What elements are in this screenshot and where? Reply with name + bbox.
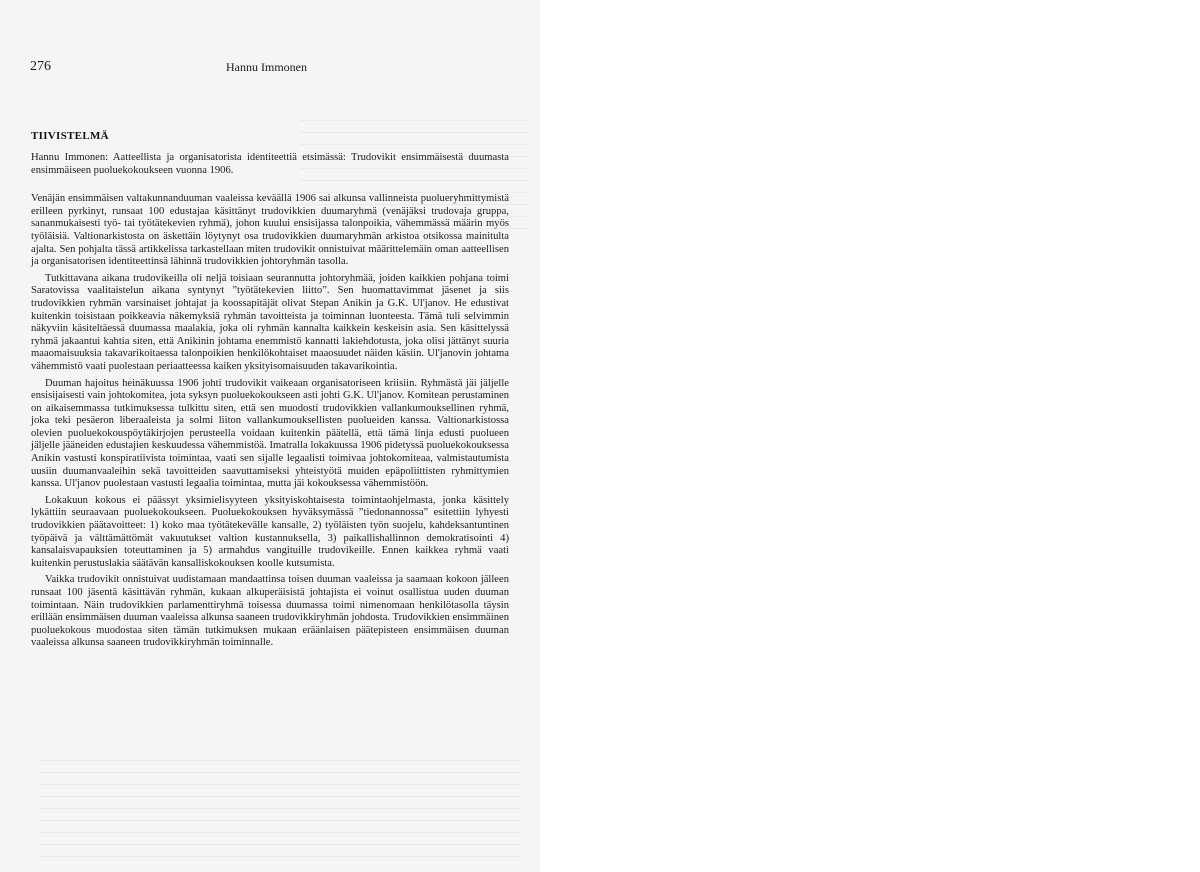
abstract-paragraph: Venäjän ensimmäisen valtakunnanduuman vaaleissa keväällä 1906 sai alkunsa vallinneista puolueryhmittymistä erilleen pyrkinyt, runsaat 100 edustajaa käsittänyt trudovikkien duumaryhmä (venäjäksi trudovaja gruppa, sananmukaisesti työ- tai työtätekevien ryhmä), johon kuului ensisijassa talonpoikia, vähemmässä määrin myös työläisiä. Valtionarkistosta on äskettäin löytynyt osa trudovikkien duumaryhmän arkistoa otsikossa mainitulta ajalta. Sen pohjalta tässä artikkelissa tarkastellaan miten trudovikit onnistuivat määrittelemäin oman aatteellisen ja organisatorisen identiteettinsä lähinnä trudovikkien johtoryhmän tasolla.: [31, 193, 509, 268]
abstract-paragraph: Duuman hajoitus heinäkuussa 1906 johti trudovikit vaikeaan organisatoriseen kriisiin. Ryhmästä jäi jäljelle ensisijaisesti vain johtokomitea, jota syksyn puoluekokoukseen asti johti G.K. Ul'janov. Komitean perustaminen on aikaisemmassa tutkimuksessa tulkittu siten, että sen muodosti trudovikkien vallankumouksellinen ryhmä, joka teki pesäeron liberaaleista ja solmi liiton vallankumouksellisten puolueiden kanssa. Valtionarkistossa olevien puoluekokouspöytäkirjojen perusteella voidaan kuitenkin päätellä, että tämä linja edusti puolueen jäljelle jääneiden edustajien keskuudessa vähemmistöä. Imatralla lokakuussa 1906 pidetyssä puoluekokouksessa Anikin vastusti konspiratiivista toimintaa, vaati sen sijalle legaalisti toimivaa johtokomiteaa, valmistautumista uusiin duumanvaaleihin sekä tavoitteiden saavuttamiseksi yhteistyötä muiden epäpoliittisten ryhmittymien kanssa. Ul'janov puolestaan vastusti legaalia toimintaa, mutta jäi kokouksessa vähemmistöön.: [31, 377, 509, 490]
show-through-bottom: [40, 760, 520, 860]
abstract-paragraph: Vaikka trudovikit onnistuivat uudistamaan mandaattinsa toisen duuman vaaleissa ja saamaan kokoon jälleen runsaat 100 jäsentä käsittävän ryhmän, kukaan alkuperäisistä johtajista ei voinut osallistua uuden duuman toimintaan. Näin trudovikkien parlamenttiryhmä toisessa duumassa toimi nimenomaan henkilötasolla täysin erillään ensimmäisen duuman vaaleissa alkunsa saaneen trudovikkiryhmän johdosta. Trudovikkien ensimmäinen puoluekokous muodostaa siten tämän tutkimuksen mukaan eräänlaisen päätepisteen ensimmäisen duuman vaaleissa alkunsa saaneen trudovikkiryhmän toiminnalle.: [31, 574, 509, 649]
page-number: 276: [30, 59, 51, 74]
right-page-blank: [540, 0, 1200, 872]
abstract-paragraph: Lokakuun kokous ei päässyt yksimielisyyteen yksityiskohtaisesta toimintaohjelmasta, jonka käsittely lykättiin seuraavaan puoluekokoukseen. Puoluekokouksen hyväksymässä ”tiedonannossa” esitettiin lyhyesti trudovikkien päätavoitteet: 1) koko maa työtätekevälle kansalle, 2) työläisten työn suojelu, kahdeksantuntinen työpäivä ja välttämättömät vakuutukset valtion kustannuksella, 3) paikallishallinnon demokratisointi 4) kansalaisvapauksien toteuttaminen ja 5) armahdus vangituille trudovikeille. Ennen kaikkea ryhmä vaati kuitenkin perustuslakia säätävän kansalliskokouksen koolle kutsumista.: [31, 494, 509, 569]
abstract-paragraph: Tutkittavana aikana trudovikeilla oli neljä toisiaan seurannutta johtoryhmää, joiden kaikkien pohjana toimi Saratovissa vaalitaistelun aikana syntynyt ”työtätekevien liitto”. Sen huomattavimmat jäsenet ja siis trudovikkien ryhmän varsinaiset johtajat ja koossapitäjät olivat Stepan Anikin ja G.K. Ul'janov. He edustivat kuitenkin toisistaan poikkeavia näkemyksiä ryhmän tavoitteista ja toiminnan luonteesta. Tämä tuli selvimmin näkyviin käsiteltäessä duumassa maalakia, joka oli ryhmän kannalta kaikkein keskeisin asia. Sen käsittelyssä ryhmä jakaantui kahtia siten, että Anikinin johtama enemmistö kannatti lakiehdotusta, joka olisi jättänyt suuria maaomaisuuksia takavarikoitaessa talonpoikien henkilökohtaiset maaosuudet näiden käsiin. Ul'janovin johtama vähemmistö vaati puolestaan periaatteessa kaiken yksityisomaisuuden takavarikointia.: [31, 272, 509, 372]
section-heading: TIIVISTELMÄ: [31, 130, 109, 142]
left-page: [0, 0, 540, 872]
abstract-citation: Hannu Immonen: Aatteellista ja organisatorista identiteettiä etsimässä: Trudovikit ensimmäisestä duumasta ensimmäiseen puoluekokoukseen vuonna 1906.: [31, 152, 509, 176]
abstract-body: [31, 152, 509, 654]
running-head: Hannu Immonen: [226, 60, 307, 74]
